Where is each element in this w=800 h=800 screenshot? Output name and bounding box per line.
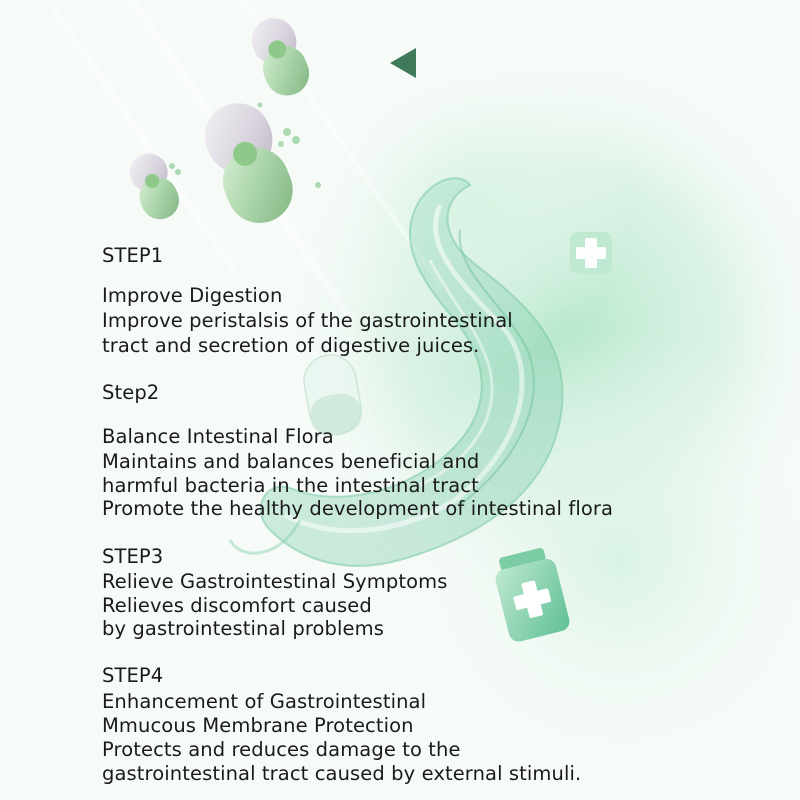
step2-desc-line: harmful bacteria in the intestinal tract — [102, 474, 479, 497]
step2-label: Step2 — [102, 381, 160, 404]
step1-desc-line: tract and secretion of digestive juices. — [102, 334, 480, 357]
step2-desc-line: Maintains and balances beneficial and — [102, 450, 480, 473]
step4-label: STEP4 — [102, 664, 164, 687]
step3-label: STEP3 — [102, 545, 164, 568]
step1-title: Improve Digestion — [102, 284, 283, 307]
step3-title: Relieve Gastrointestinal Symptoms — [102, 570, 448, 593]
step4-title-line2: Mmucous Membrane Protection — [102, 714, 414, 737]
steps-content — [102, 0, 782, 800]
step1-label: STEP1 — [102, 244, 164, 267]
step2-title: Balance Intestinal Flora — [102, 425, 334, 448]
step1-desc-line: Improve peristalsis of the gastrointestinal — [102, 309, 513, 332]
step3-desc-line: by gastrointestinal problems — [102, 617, 384, 640]
step4-desc-line: gastrointestinal tract caused by external stimuli. — [102, 762, 582, 785]
step4-desc-line: Protects and reduces damage to the — [102, 738, 461, 761]
step2-desc-line: Promote the healthy development of intestinal flora — [102, 497, 614, 520]
step3-desc-line: Relieves discomfort caused — [102, 594, 372, 617]
triangle-left-icon[interactable] — [388, 46, 418, 80]
step4-title: Enhancement of Gastrointestinal — [102, 690, 427, 713]
